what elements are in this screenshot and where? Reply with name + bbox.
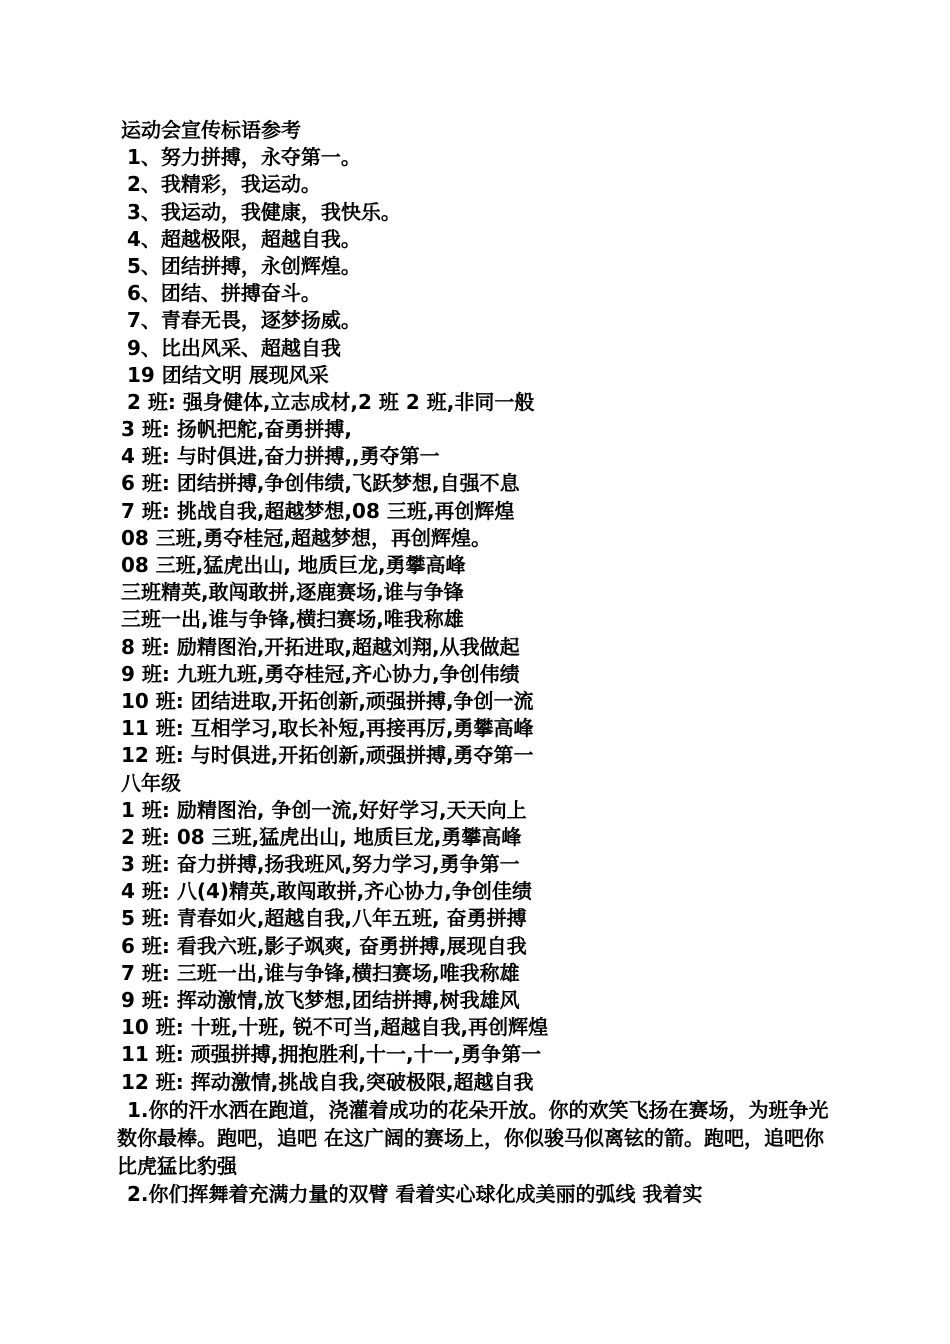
class-slogans-list-a: [117, 389, 837, 770]
slogan-line: 9、比出风采、超越自我: [127, 335, 341, 360]
slogan-line: 7、青春无畏，逐梦扬威。: [127, 308, 361, 333]
paragraph-text: .你的汗水洒在跑道，浇灌着成功的花朵开放。你的欢笑飞扬在赛场，为班争光数你最棒。跑吧，追吧 在这广阔的赛场上，你似骏马似离铉的箭。跑吧，追吧你比虎猛比豹强: [117, 1097, 829, 1178]
grade-heading: 八年级: [121, 770, 181, 795]
class-slogan-line: 6 班: 看我六班,影子飒爽, 奋勇拼搏,展现自我: [121, 933, 527, 958]
class-slogan-line: 三班精英,敢闯敢拼,逐鹿赛场,谁与争锋: [121, 580, 464, 605]
class-slogan-line: 11 班: 互相学习,取长补短,再接再厉,勇攀高峰: [121, 716, 534, 741]
class-slogan-line: 4 班: 八(4)精英,敢闯敢拼,齐心协力,争创佳绩: [121, 879, 532, 904]
slogan-line: 5、团结拼搏，永创辉煌。: [127, 253, 361, 278]
general-slogans-list: [117, 144, 837, 389]
class-slogan-line: 8 班: 励精图治,开拓进取,超越刘翔,从我做起: [121, 634, 520, 659]
class-slogan-line: 5 班: 青春如火,超越自我,八年五班, 奋勇拼搏: [121, 906, 527, 931]
document-body: [117, 117, 837, 1208]
paragraph-number: 2: [127, 1181, 141, 1206]
class-slogan-line: 2 班: 强身健体,立志成材,2 班 2 班,非同一般: [127, 389, 535, 414]
class-slogan-line: 12 班: 挥动激情,挑战自我,突破极限,超越自我: [121, 1069, 534, 1094]
class-slogan-line: 9 班: 九班九班,勇夺桂冠,齐心协力,争创伟绩: [121, 661, 520, 686]
class-slogan-line: 三班一出,谁与争锋,横扫赛场,唯我称雄: [121, 607, 464, 632]
cheer-paragraph: [117, 1180, 837, 1208]
cheer-paragraph: [117, 1096, 837, 1180]
slogan-line: 2、我精彩，我运动。: [127, 172, 321, 197]
paragraph-text: .你们挥舞着充满力量的双臂 看着实心球化成美丽的弧线 我着实: [140, 1181, 703, 1206]
class-slogan-line: 11 班: 顽强拼搏,拥抱胜利,十一,十一,勇争第一: [121, 1042, 542, 1067]
slogan-line: 6、团结、拼搏奋斗。: [127, 281, 321, 306]
class-slogans-list-b: [117, 797, 837, 1096]
class-slogan-line: 10 班: 团结进取,开拓创新,顽强拼搏,争创一流: [121, 688, 534, 713]
slogan-line: 19 团结文明 展现风采: [127, 362, 329, 387]
slogan-line: 1、努力拼搏，永夺第一。: [127, 145, 361, 170]
class-slogan-line: 9 班: 挥动激情,放飞梦想,团结拼搏,树我雄风: [121, 988, 520, 1012]
class-slogan-line: 6 班: 团结拼搏,争创伟绩,飞跃梦想,自强不息: [121, 471, 520, 496]
class-slogan-line: 08 三班,猛虎出山, 地质巨龙,勇攀高峰: [121, 553, 466, 577]
paragraph-number: 1: [127, 1097, 141, 1122]
slogan-line: 3、我运动，我健康，我快乐。: [127, 199, 401, 224]
class-slogan-line: 3 班: 扬帆把舵,奋勇拼搏,: [121, 417, 353, 442]
class-slogan-line: 7 班: 挑战自我,超越梦想,08 三班,再创辉煌: [121, 498, 515, 523]
class-slogan-line: 1 班: 励精图治, 争创一流,好好学习,天天向上: [121, 797, 527, 822]
class-slogan-line: 3 班: 奋力拼搏,扬我班风,努力学习,勇争第一: [121, 852, 520, 877]
class-slogan-line: 12 班: 与时俱进,开拓创新,顽强拼搏,勇夺第一: [121, 743, 534, 768]
class-slogan-line: 2 班: 08 三班,猛虎出山, 地质巨龙,勇攀高峰: [121, 824, 522, 849]
slogan-line: 4、超越极限，超越自我。: [127, 226, 361, 251]
class-slogan-line: 4 班: 与时俱进,奋力拼搏,,勇夺第一: [121, 444, 440, 469]
class-slogan-line: 10 班: 十班,十班, 锐不可当,超越自我,再创辉煌: [121, 1015, 549, 1040]
class-slogan-line: 08 三班,勇夺桂冠,超越梦想，再创辉煌。: [121, 525, 491, 550]
class-slogan-line: 7 班: 三班一出,谁与争锋,横扫赛场,唯我称雄: [121, 960, 520, 985]
document-title: 运动会宣传标语参考: [121, 118, 301, 142]
